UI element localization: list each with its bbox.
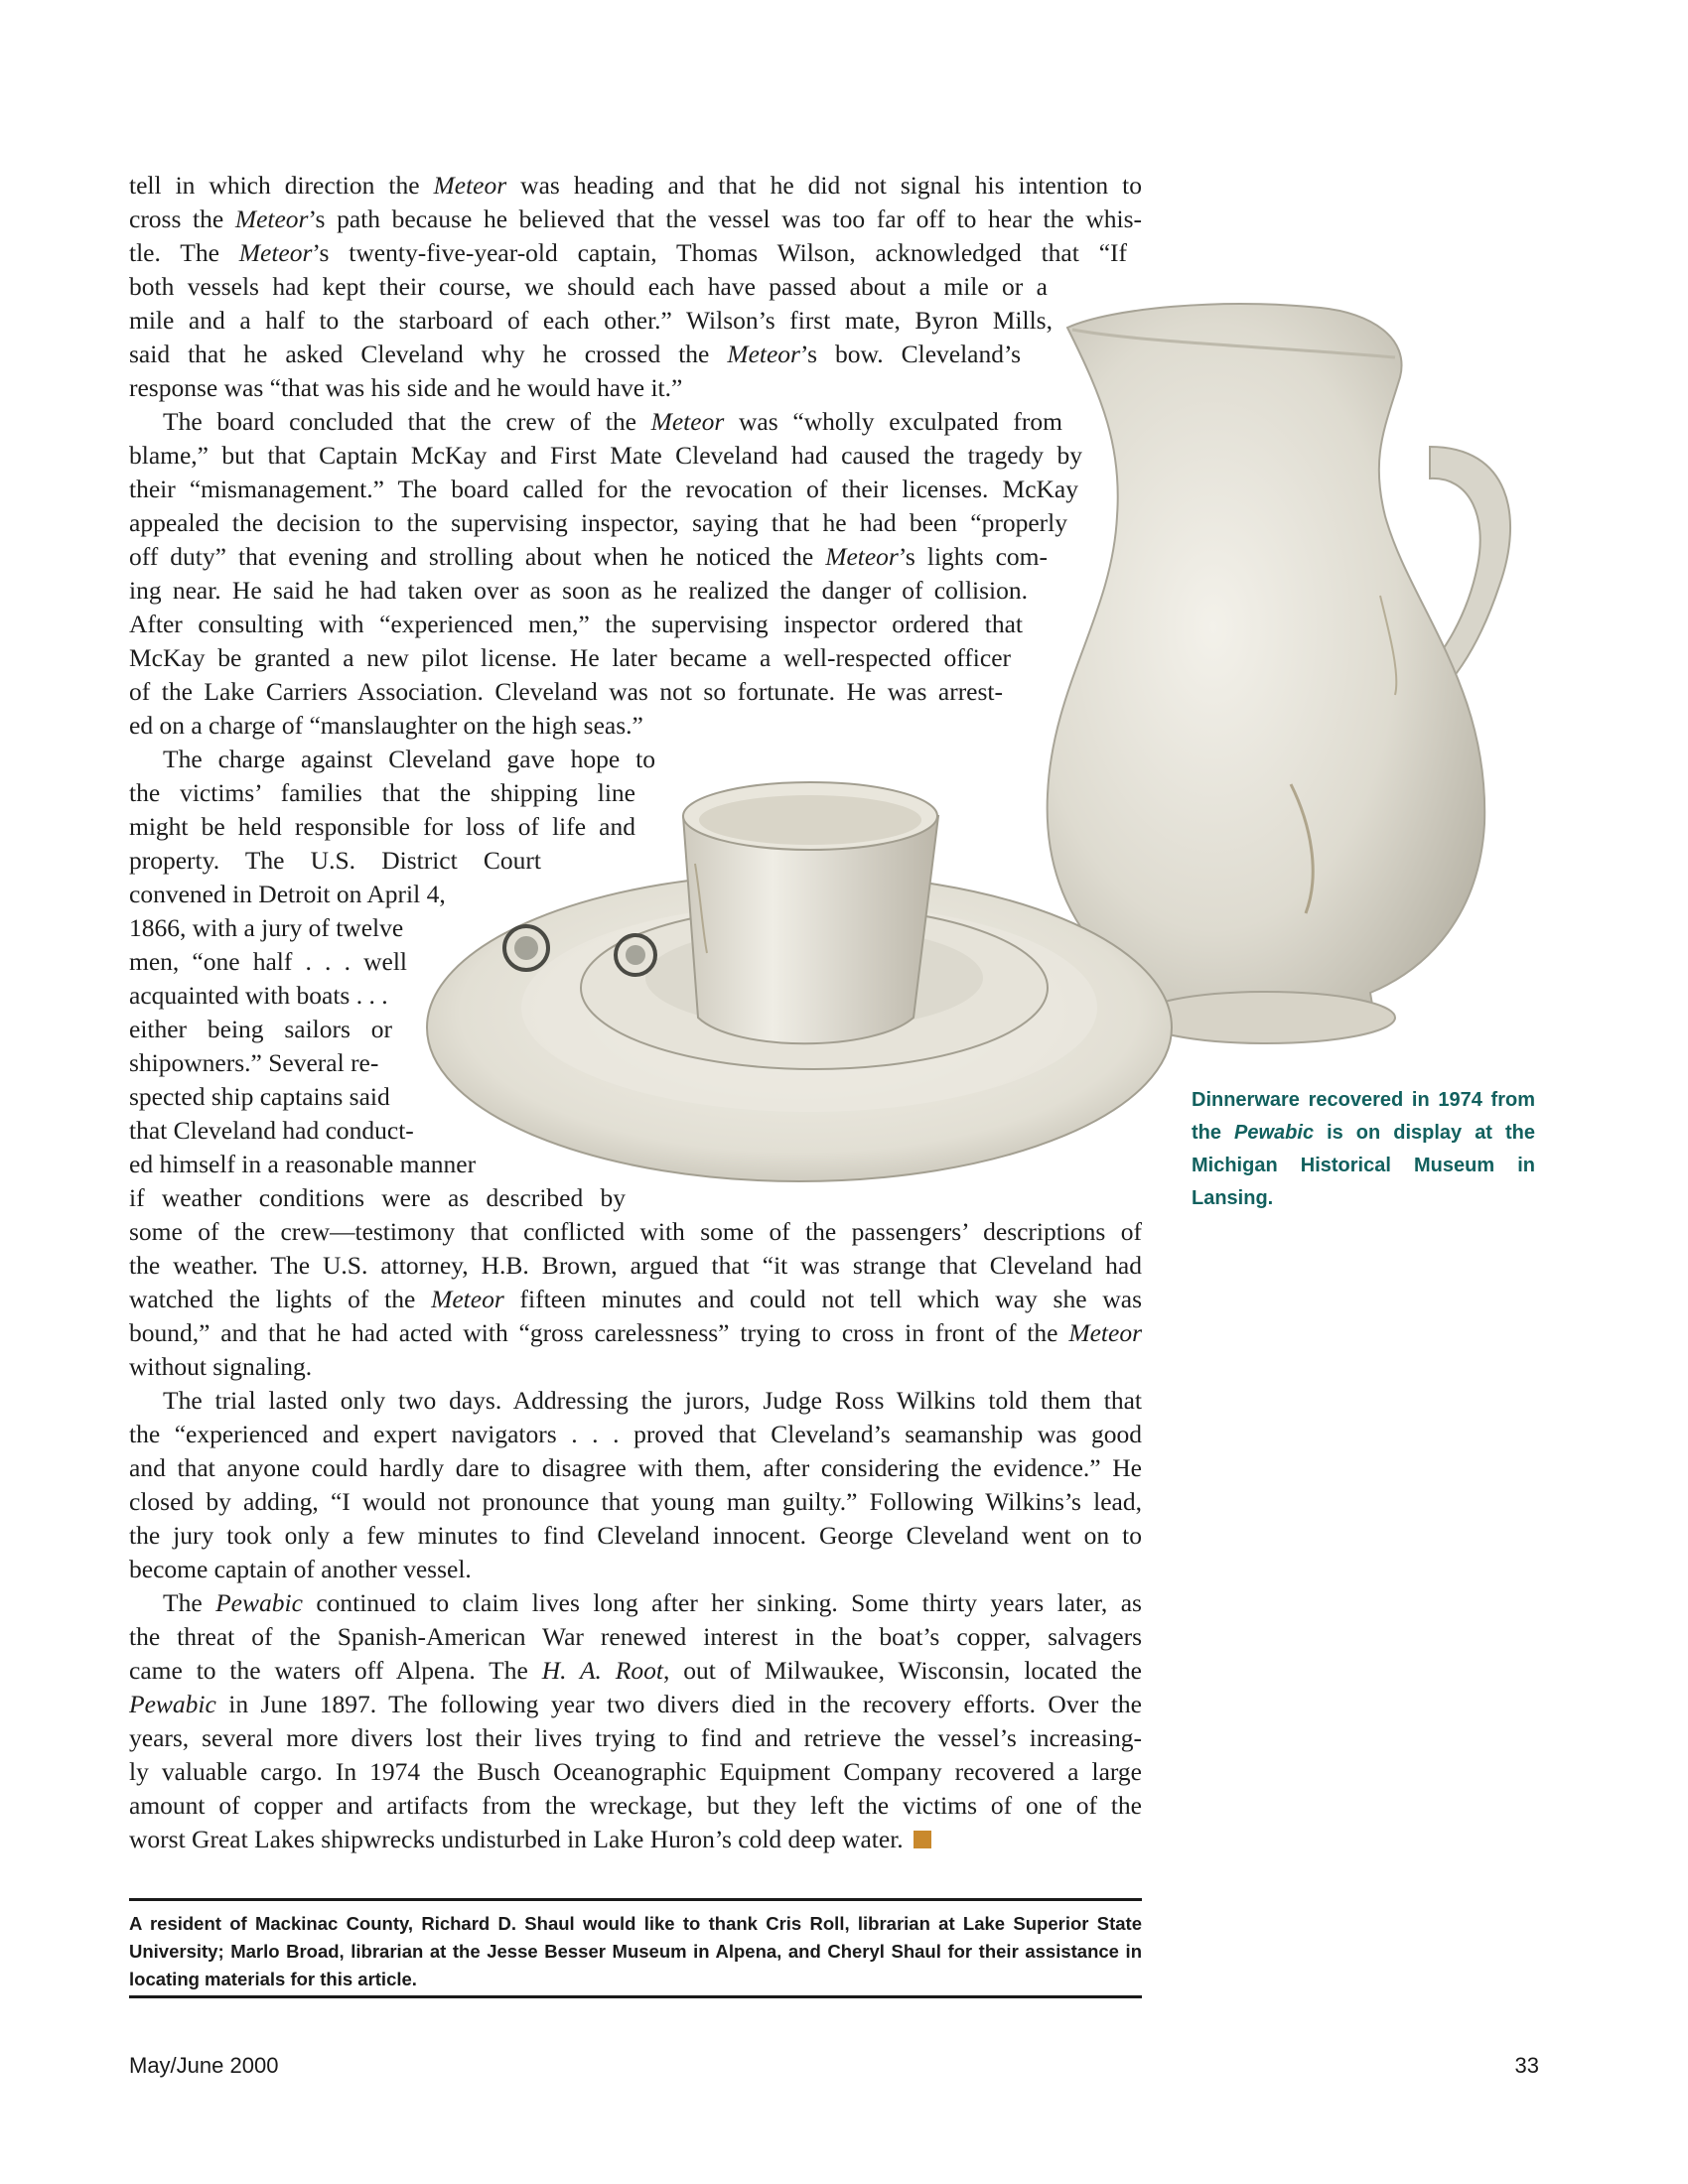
cup xyxy=(683,782,938,1043)
article-line: bound,” and that he had acted with “gross carelessness” trying to cross in front of the Meteor xyxy=(129,1318,1142,1347)
article-line: the jury took only a few minutes to find Cleveland innocent. George Cleveland went on to xyxy=(129,1521,1142,1550)
pitcher xyxy=(1048,304,1510,1043)
article-line: spected ship captains said xyxy=(129,1082,390,1111)
article-line: ed himself in a reasonable manner xyxy=(129,1150,477,1178)
article-line: response was “that was his side and he would have it.” xyxy=(129,373,683,402)
article-line: The trial lasted only two days. Addressing the jurors, Judge Ross Wilkins told them that xyxy=(163,1386,1142,1415)
article-line: the victims’ families that the shipping line xyxy=(129,778,635,807)
article-line: The board concluded that the crew of the Meteor was “wholly exculpated from xyxy=(163,407,1062,436)
article-line: appealed the decision to the supervising inspector, saying that he had been “properly xyxy=(129,508,1067,537)
page-number: 33 xyxy=(1514,2053,1539,2078)
article-line: 1866, with a jury of twelve xyxy=(129,913,404,942)
end-of-article-square-icon xyxy=(914,1831,931,1848)
article-line: without signaling. xyxy=(129,1352,313,1381)
article-line: their “mismanagement.” The board called for the revocation of their licenses. McKay xyxy=(129,475,1078,503)
article-line: The Pewabic continued to claim lives long after her sinking. Some thirty years later, as xyxy=(163,1588,1142,1617)
article-line: the weather. The U.S. attorney, H.B. Brown, argued that “it was strange that Cleveland had xyxy=(129,1251,1142,1280)
article-line: convened in Detroit on April 4, xyxy=(129,880,446,908)
credits-bottom-rule xyxy=(129,1995,1142,1998)
article-line: if weather conditions were as described by xyxy=(129,1183,626,1212)
article-line: and that anyone could hardly dare to disagree with them, after considering the evidence.” He xyxy=(129,1453,1142,1482)
author-credits: A resident of Mackinac County, Richard D. Shaul would like to thank Cris Roll, librarian at Lake Superior State University; Marlo Broad, librarian at the Jesse Besser Museum in Alpena, and Cheryl Shaul for their assistance in locating materials for this article. xyxy=(129,1913,1142,1989)
article-line: men, “one half . . . well xyxy=(129,947,407,976)
article-line: tell in which direction the Meteor was heading and that he did not signal his intention to xyxy=(129,171,1142,200)
article-line: shipowners.” Several re- xyxy=(129,1048,379,1077)
article-line: of the Lake Carriers Association. Cleveland was not so fortunate. He was arrest- xyxy=(129,677,1003,706)
article-line: amount of copper and artifacts from the wreckage, but they left the victims of one of the xyxy=(129,1791,1142,1820)
article-line: Pewabic in June 1897. The following year two divers died in the recovery efforts. Over the xyxy=(129,1690,1142,1718)
article-line: that Cleveland had conduct- xyxy=(129,1116,414,1145)
article-line: off duty” that evening and strolling about when he noticed the Meteor’s lights com- xyxy=(129,542,1048,571)
article-line: tle. The Meteor’s twenty-five-year-old captain, Thomas Wilson, acknowledged that “If xyxy=(129,238,1128,267)
article-line: After consulting with “experienced men,” the supervising inspector ordered that xyxy=(129,610,1023,638)
article-line: ed on a charge of “manslaughter on the high seas.” xyxy=(129,711,643,740)
article-line: ing near. He said he had taken over as soon as he realized the danger of collision. xyxy=(129,576,1028,605)
article-line: said that he asked Cleveland why he crossed the Meteor’s bow. Cleveland’s xyxy=(129,340,1021,368)
article-line: closed by adding, “I would not pronounce that young man guilty.” Following Wilkins’s lead, xyxy=(129,1487,1142,1516)
article-line: ly valuable cargo. In 1974 the Busch Oceanographic Equipment Company recovered a large xyxy=(129,1757,1142,1786)
article-line: the threat of the Spanish-American War renewed interest in the boat’s copper, salvagers xyxy=(129,1622,1142,1651)
article-line: the “experienced and expert navigators . . . proved that Cleveland’s seamanship was good xyxy=(129,1420,1142,1448)
article-line: worst Great Lakes shipwrecks undisturbed in Lake Huron’s cold deep water. xyxy=(129,1823,1152,1856)
article-line: years, several more divers lost their lives trying to find and retrieve the vessel’s increasing- xyxy=(129,1723,1142,1752)
article-line: came to the waters off Alpena. The H. A. Root, out of Milwaukee, Wisconsin, located the xyxy=(129,1656,1142,1685)
article-line: either being sailors or xyxy=(129,1015,392,1043)
article-line: The charge against Cleveland gave hope to xyxy=(163,745,655,773)
article-line: might be held responsible for loss of life and xyxy=(129,812,635,841)
article-line: blame,” but that Captain McKay and First Mate Cleveland had caused the tragedy by xyxy=(129,441,1082,470)
photo-caption: Dinnerware recovered in 1974 from the Pewabic is on display at the Michigan Historical Museum in Lansing. xyxy=(1192,1089,1535,1209)
issue-date: May/June 2000 xyxy=(129,2053,279,2078)
article-line: become captain of another vessel. xyxy=(129,1555,472,1583)
article-line: acquainted with boats . . . xyxy=(129,981,388,1010)
article-line: some of the crew—testimony that conflicted with some of the passengers’ descriptions of xyxy=(129,1217,1142,1246)
article-line: mile and a half to the starboard of each other.” Wilson’s first mate, Byron Mills, xyxy=(129,306,1053,335)
article-line: watched the lights of the Meteor fifteen minutes and could not tell which way she was xyxy=(129,1285,1142,1313)
article-line: property. The U.S. District Court xyxy=(129,846,541,875)
credits-top-rule xyxy=(129,1898,1142,1901)
article-line: cross the Meteor’s path because he believed that the vessel was too far off to hear the whis- xyxy=(129,205,1143,233)
article-line: McKay be granted a new pilot license. He later became a well-respected officer xyxy=(129,643,1011,672)
article-line: both vessels had kept their course, we should each have passed about a mile or a xyxy=(129,272,1048,301)
